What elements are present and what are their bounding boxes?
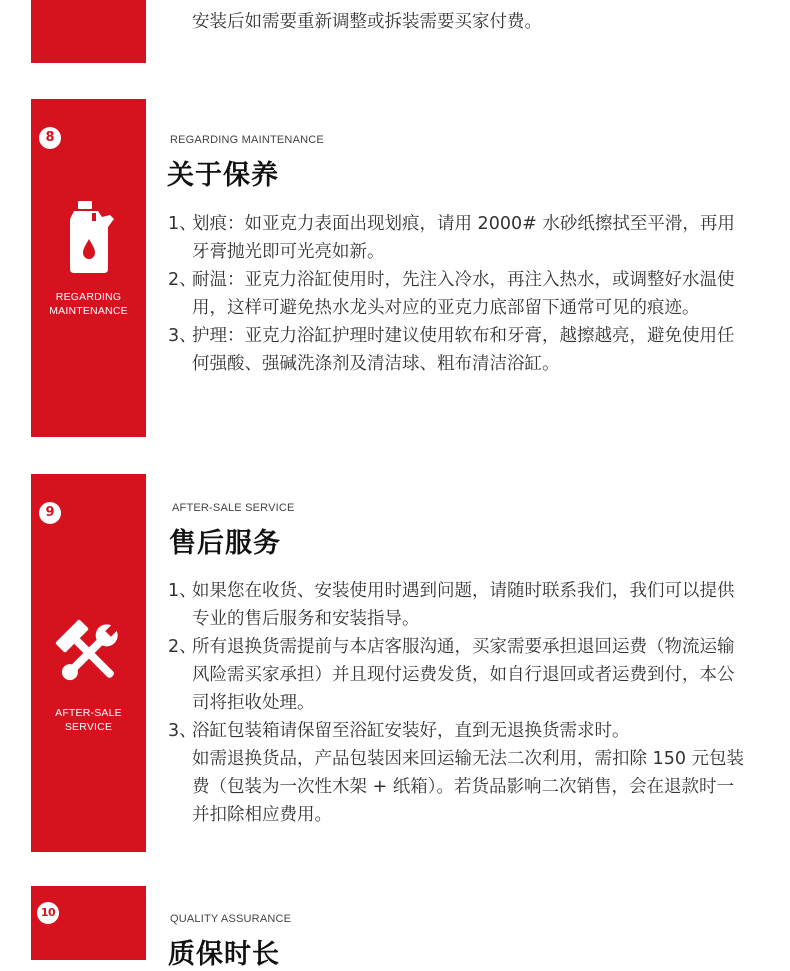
section-9-item-1	[168, 577, 750, 633]
item-index: 1、	[168, 214, 197, 234]
section-8-caption-line1: REGARDING	[55, 291, 122, 303]
item-index: 1、	[168, 581, 197, 601]
section-9-red-block	[31, 474, 146, 852]
item-extra-text: 如需退换货品，产品包装因来回运输无法二次利用，需扣除 150 元包装费（包装为一次性木架 + 纸箱）。若货品影响二次销售，会在退款时一并扣除相应费用。	[192, 749, 745, 825]
section-9-item-list	[168, 577, 750, 829]
section-9-number-badge: 9	[39, 502, 61, 524]
section-8-zh-title: 关于保养	[167, 160, 279, 191]
section-7-text-fragment	[192, 8, 752, 36]
section-10-zh-title: 质保时长	[168, 939, 280, 970]
item-text: 护理：亚克力浴缸护理时建议使用软布和牙膏，越擦越亮，避免使用任何强酸、强碱洗涤剂及清洁球、粗布清洁浴缸。	[192, 326, 735, 374]
section-8-red-block	[31, 99, 146, 437]
item-index: 3、	[168, 326, 197, 346]
section-10-en-title: QUALITY ASSURANCE	[170, 913, 292, 925]
section-7-last-line: 安装后如需要重新调整或拆装需要买家付费。	[192, 12, 542, 32]
section-7-red-block	[31, 0, 146, 63]
section-8-item-3	[168, 322, 750, 378]
section-8-item-list	[168, 210, 750, 378]
item-text: 划痕：如亚克力表面出现划痕，请用 2000# 水砂纸擦拭至平滑，再用牙膏抛光即可光亮如新。	[192, 214, 735, 262]
section-8-item-1	[168, 210, 750, 266]
section-8-en-title: REGARDING MAINTENANCE	[170, 134, 324, 146]
section-8-caption	[31, 290, 146, 318]
section-9-caption	[31, 706, 146, 734]
section-10-number-badge: 10	[37, 902, 59, 924]
section-9-item-2	[168, 633, 750, 717]
section-8-item-2	[168, 266, 750, 322]
section-10-red-block	[31, 886, 146, 960]
item-index: 3、	[168, 721, 197, 741]
section-9-caption-line1: AFTER-SALE	[55, 707, 122, 719]
wrench-hammer-icon	[31, 616, 146, 690]
item-text: 耐温：亚克力浴缸使用时，先注入冷水，再注入热水，或调整好水温使用，这样可避免热水龙头对应的亚克力底部留下通常可见的痕迹。	[192, 270, 735, 318]
section-9-item-3	[168, 717, 750, 829]
section-9-en-title: AFTER-SALE SERVICE	[172, 502, 295, 514]
item-index: 2、	[168, 270, 197, 290]
section-9-caption-line2: SERVICE	[64, 721, 113, 733]
item-text: 所有退换货需提前与本店客服沟通，买家需要承担退回运费（物流运输风险需买家承担）并且现付运费发货，如自行退回或者运费到付，本公司将拒收处理。	[192, 637, 735, 713]
oil-bottle-icon	[31, 199, 146, 275]
item-text: 浴缸包装箱请保留至浴缸安装好，直到无退换货需求时。	[192, 721, 630, 741]
item-index: 2、	[168, 637, 197, 657]
section-9-zh-title: 售后服务	[169, 528, 281, 559]
section-8-number-badge: 8	[39, 127, 61, 149]
section-8-caption-line2: MAINTENANCE	[49, 305, 128, 317]
item-text: 如果您在收货、安装使用时遇到问题，请随时联系我们，我们可以提供专业的售后服务和安装指导。	[192, 581, 735, 629]
